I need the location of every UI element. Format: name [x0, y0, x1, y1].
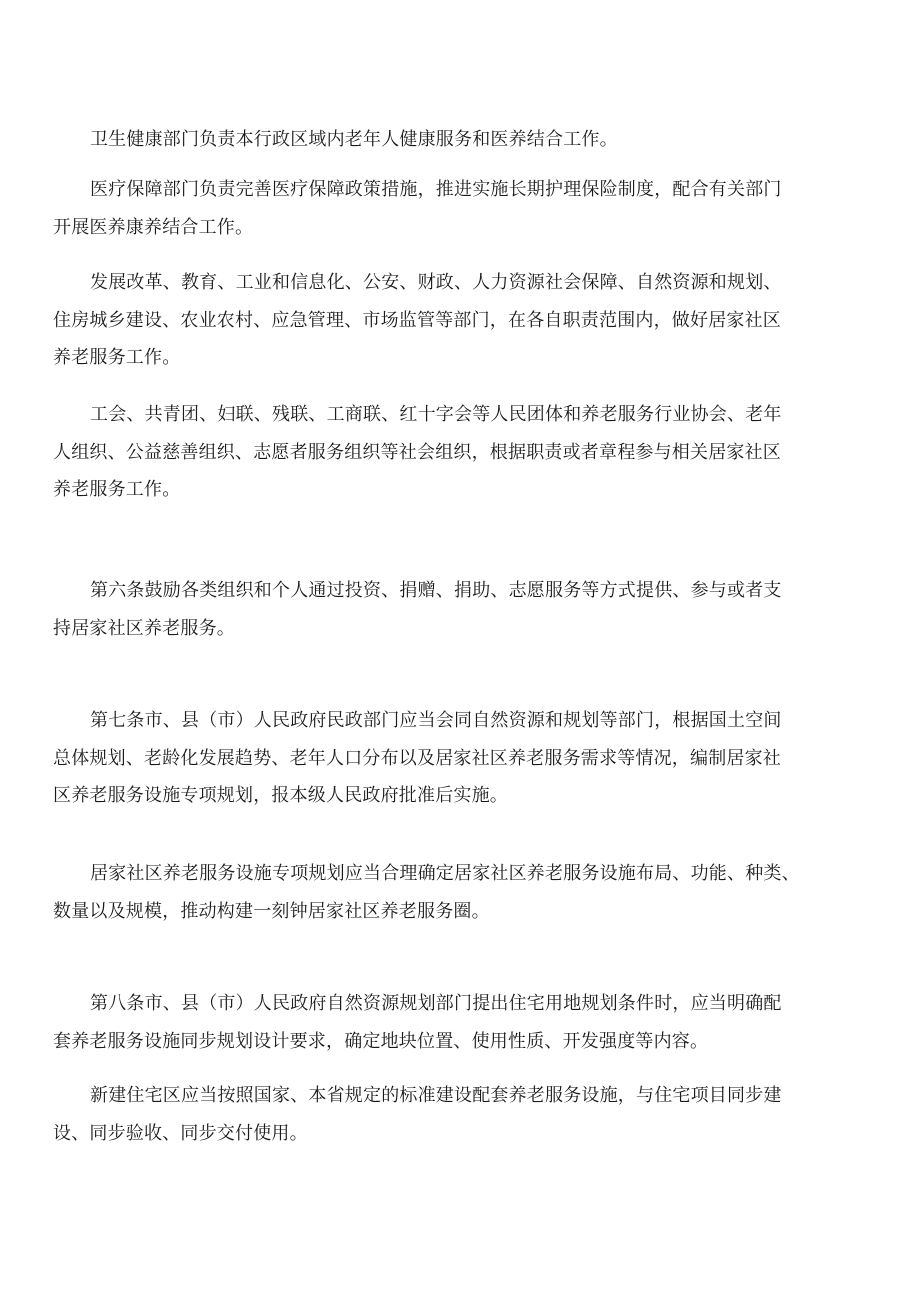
text-line: 养老服务工作。	[53, 479, 181, 500]
text-line: 区养老服务设施专项规划，报本级人民政府批准后实施。	[53, 785, 508, 806]
text-line: 住房城乡建设、农业农村、应急管理、市场监管等部门，在各自职责范围内，做好居家社区	[53, 309, 781, 331]
text-line: 新建住宅区应当按照国家、本省规定的标准建设配套养老服务设施，与住宅项目同步建	[90, 1085, 782, 1106]
text-line: 总体规划、老龄化发展趋势、老年人口分布以及居家社区养老服务需求等情况，编制居家社	[53, 747, 781, 769]
text-line: 人组织、公益慈善组织、志愿者服务组织等社会组织，根据职责或者章程参与相关居家社区	[53, 441, 781, 463]
paragraph-medical-security	[53, 171, 850, 246]
paragraph-social-organizations	[53, 396, 850, 509]
text-line: 第七条市、县（市）人民政府民政部门应当会同自然资源和规划等部门，根据国土空间	[90, 710, 782, 731]
paragraph-article-8	[53, 985, 850, 1060]
paragraph-other-departments	[53, 264, 850, 377]
paragraph-health-dept	[90, 121, 850, 159]
text-line: 养老服务工作。	[53, 347, 181, 368]
text-line: 第八条市、县（市）人民政府自然资源规划部门提出住宅用地规划条件时，应当明确配	[90, 993, 782, 1014]
text-line: 套养老服务设施同步规划设计要求，确定地块位置、使用性质、开发强度等内容。	[53, 1030, 709, 1052]
text-line: 卫生健康部门负责本行政区域内老年人健康服务和医养结合工作。	[90, 129, 618, 150]
paragraph-article-7	[53, 702, 850, 815]
text-line: 开展医养康养结合工作。	[53, 216, 254, 238]
paragraph-article-6	[53, 572, 850, 647]
paragraph-facility-planning	[53, 855, 850, 930]
text-line: 医疗保障部门负责完善医疗保障政策措施，推进实施长期护理保险制度，配合有关部门	[90, 179, 782, 200]
text-line: 持居家社区养老服务。	[53, 617, 235, 639]
text-line: 设、同步验收、同步交付使用。	[53, 1122, 308, 1144]
text-line: 工会、共青团、妇联、残联、工商联、红十字会等人民团体和养老服务行业协会、老年	[90, 404, 782, 425]
text-line: 数量以及规模，推动构建一刻钟居家社区养老服务圈。	[53, 900, 490, 922]
paragraph-new-residential	[53, 1077, 850, 1152]
text-line: 发展改革、教育、工业和信息化、公安、财政、人力资源社会保障、自然资源和规划、	[90, 272, 782, 293]
text-line: 居家社区养老服务设施专项规划应当合理确定居家社区养老服务设施布局、功能、种类、	[90, 863, 800, 884]
text-line: 第六条鼓励各类组织和个人通过投资、捐赠、捐助、志愿服务等方式提供、参与或者支	[90, 580, 782, 601]
